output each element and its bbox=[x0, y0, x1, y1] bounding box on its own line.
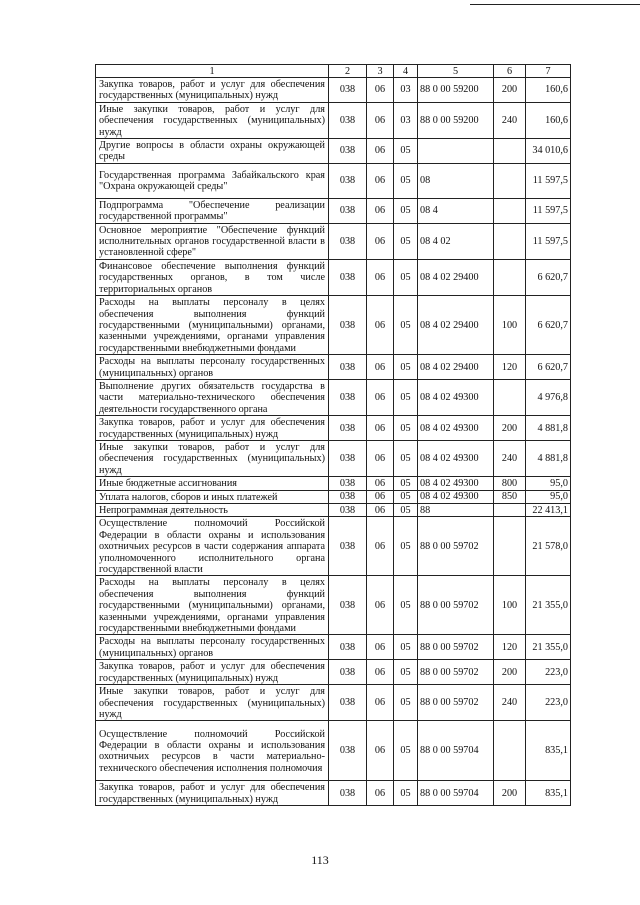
top-rule bbox=[470, 4, 640, 5]
table-row bbox=[96, 355, 571, 380]
ministry-code: 038 bbox=[329, 139, 367, 164]
subsection-code: 05 bbox=[394, 416, 418, 441]
table-row bbox=[96, 379, 571, 415]
subsection-code: 05 bbox=[394, 660, 418, 685]
expense-name: Непрограммная деятельность bbox=[96, 504, 329, 517]
section-code: 06 bbox=[367, 259, 394, 295]
expense-name: Закупка товаров, работ и услуг для обеспечения государственных (муниципальных) нужд bbox=[96, 78, 329, 103]
ministry-code: 038 bbox=[329, 259, 367, 295]
expense-name: Подпрограмма "Обеспечение реализации государственной программы" bbox=[96, 198, 329, 223]
expense-name: Иные закупки товаров, работ и услуг для обеспечения государственных (муниципальных) нужд bbox=[96, 102, 329, 138]
expense-type-code bbox=[494, 259, 526, 295]
expense-name: Расходы на выплаты персоналу государственных (муниципальных) органов bbox=[96, 635, 329, 660]
table-row bbox=[96, 490, 571, 503]
amount: 6 620,7 bbox=[526, 259, 571, 295]
ministry-code: 038 bbox=[329, 78, 367, 103]
subsection-code: 05 bbox=[394, 517, 418, 576]
table-row bbox=[96, 163, 571, 198]
section-code: 06 bbox=[367, 198, 394, 223]
table-row bbox=[96, 477, 571, 490]
target-article-code: 88 0 00 59200 bbox=[418, 102, 494, 138]
table-row bbox=[96, 102, 571, 138]
expense-name: Расходы на выплаты персоналу государственных (муниципальных) органов bbox=[96, 355, 329, 380]
expense-name: Государственная программа Забайкальского края "Охрана окружающей среды" bbox=[96, 163, 329, 198]
table-row bbox=[96, 259, 571, 295]
target-article-code: 88 bbox=[418, 504, 494, 517]
subsection-code: 05 bbox=[394, 504, 418, 517]
amount: 835,1 bbox=[526, 721, 571, 781]
target-article-code: 08 4 bbox=[418, 198, 494, 223]
ministry-code: 038 bbox=[329, 721, 367, 781]
target-article-code: 08 4 02 49300 bbox=[418, 416, 494, 441]
target-article-code: 08 4 02 29400 bbox=[418, 296, 494, 355]
subsection-code: 05 bbox=[394, 477, 418, 490]
section-code: 06 bbox=[367, 685, 394, 721]
section-code: 06 bbox=[367, 440, 394, 476]
table-row bbox=[96, 504, 571, 517]
subsection-code: 03 bbox=[394, 102, 418, 138]
header-cell-7: 7 bbox=[526, 65, 571, 78]
page-number: 113 bbox=[311, 853, 329, 867]
ministry-code: 038 bbox=[329, 635, 367, 660]
subsection-code: 05 bbox=[394, 490, 418, 503]
amount: 11 597,5 bbox=[526, 198, 571, 223]
expense-type-code: 240 bbox=[494, 440, 526, 476]
amount: 95,0 bbox=[526, 490, 571, 503]
section-code: 06 bbox=[367, 296, 394, 355]
section-code: 06 bbox=[367, 102, 394, 138]
amount: 223,0 bbox=[526, 660, 571, 685]
section-code: 06 bbox=[367, 781, 394, 806]
section-code: 06 bbox=[367, 223, 394, 259]
expense-name: Расходы на выплаты персоналу в целях обеспечения выполнения функций государственными (муниципальными) органами, казенными учреждениями, органами управления государственными внебюджетными фондами bbox=[96, 576, 329, 635]
expense-name: Основное мероприятие "Обеспечение функций исполнительных органов государственной власти в установленной сфере" bbox=[96, 223, 329, 259]
section-code: 06 bbox=[367, 517, 394, 576]
header-cell-5: 5 bbox=[418, 65, 494, 78]
expense-name: Финансовое обеспечение выполнения функций государственных органов, в том числе территориальных органов bbox=[96, 259, 329, 295]
section-code: 06 bbox=[367, 163, 394, 198]
table-row bbox=[96, 721, 571, 781]
target-article-code: 88 0 00 59704 bbox=[418, 781, 494, 806]
ministry-code: 038 bbox=[329, 223, 367, 259]
header-cell-1: 1 bbox=[96, 65, 329, 78]
table-row bbox=[96, 635, 571, 660]
subsection-code: 05 bbox=[394, 296, 418, 355]
ministry-code: 038 bbox=[329, 198, 367, 223]
subsection-code: 05 bbox=[394, 223, 418, 259]
expense-type-code: 800 bbox=[494, 477, 526, 490]
section-code: 06 bbox=[367, 355, 394, 380]
expense-name: Иные бюджетные ассигнования bbox=[96, 477, 329, 490]
table-row bbox=[96, 198, 571, 223]
section-code: 06 bbox=[367, 379, 394, 415]
section-code: 06 bbox=[367, 721, 394, 781]
expense-name: Осуществление полномочий Российской Федерации в области охраны и использования охотничьих ресурсов в части материально-технического обеспечения исполнения полномочия bbox=[96, 721, 329, 781]
subsection-code: 05 bbox=[394, 139, 418, 164]
subsection-code: 05 bbox=[394, 198, 418, 223]
amount: 223,0 bbox=[526, 685, 571, 721]
amount: 835,1 bbox=[526, 781, 571, 806]
table-row bbox=[96, 296, 571, 355]
expense-name: Другие вопросы в области охраны окружающей среды bbox=[96, 139, 329, 164]
target-article-code: 88 0 00 59200 bbox=[418, 78, 494, 103]
expense-name: Закупка товаров, работ и услуг для обеспечения государственных (муниципальных) нужд bbox=[96, 660, 329, 685]
expense-type-code: 850 bbox=[494, 490, 526, 503]
expense-name: Закупка товаров, работ и услуг для обеспечения государственных (муниципальных) нужд bbox=[96, 416, 329, 441]
section-code: 06 bbox=[367, 660, 394, 685]
expense-type-code: 120 bbox=[494, 355, 526, 380]
ministry-code: 038 bbox=[329, 296, 367, 355]
section-code: 06 bbox=[367, 490, 394, 503]
amount: 11 597,5 bbox=[526, 223, 571, 259]
target-article-code: 88 0 00 59704 bbox=[418, 721, 494, 781]
table-row bbox=[96, 576, 571, 635]
subsection-code: 05 bbox=[394, 259, 418, 295]
expense-type-code: 240 bbox=[494, 102, 526, 138]
target-article-code: 88 0 00 59702 bbox=[418, 517, 494, 576]
expense-type-code bbox=[494, 198, 526, 223]
ministry-code: 038 bbox=[329, 163, 367, 198]
ministry-code: 038 bbox=[329, 660, 367, 685]
expense-type-code: 100 bbox=[494, 576, 526, 635]
amount: 4 976,8 bbox=[526, 379, 571, 415]
table-row bbox=[96, 517, 571, 576]
amount: 21 355,0 bbox=[526, 576, 571, 635]
target-article-code: 88 0 00 59702 bbox=[418, 635, 494, 660]
expense-type-code: 100 bbox=[494, 296, 526, 355]
target-article-code: 88 0 00 59702 bbox=[418, 576, 494, 635]
amount: 4 881,8 bbox=[526, 440, 571, 476]
table-row bbox=[96, 78, 571, 103]
target-article-code: 08 4 02 49300 bbox=[418, 379, 494, 415]
subsection-code: 05 bbox=[394, 440, 418, 476]
table-row bbox=[96, 223, 571, 259]
expense-type-code: 240 bbox=[494, 685, 526, 721]
section-code: 06 bbox=[367, 139, 394, 164]
target-article-code: 08 4 02 49300 bbox=[418, 440, 494, 476]
ministry-code: 038 bbox=[329, 379, 367, 415]
section-code: 06 bbox=[367, 576, 394, 635]
expense-type-code: 200 bbox=[494, 781, 526, 806]
target-article-code: 08 bbox=[418, 163, 494, 198]
amount: 11 597,5 bbox=[526, 163, 571, 198]
amount: 34 010,6 bbox=[526, 139, 571, 164]
target-article-code: 08 4 02 29400 bbox=[418, 259, 494, 295]
table-row bbox=[96, 781, 571, 806]
expense-type-code: 200 bbox=[494, 78, 526, 103]
ministry-code: 038 bbox=[329, 490, 367, 503]
expense-name: Выполнение других обязательств государства в части материально-технического обеспечения деятельности государственного органа bbox=[96, 379, 329, 415]
amount: 22 413,1 bbox=[526, 504, 571, 517]
subsection-code: 03 bbox=[394, 78, 418, 103]
target-article-code: 08 4 02 bbox=[418, 223, 494, 259]
header-cell-4: 4 bbox=[394, 65, 418, 78]
expense-type-code bbox=[494, 517, 526, 576]
amount: 95,0 bbox=[526, 477, 571, 490]
table-row bbox=[96, 685, 571, 721]
section-code: 06 bbox=[367, 635, 394, 660]
expense-name: Иные закупки товаров, работ и услуг для обеспечения государственных (муниципальных) нужд bbox=[96, 440, 329, 476]
header-cell-3: 3 bbox=[367, 65, 394, 78]
amount: 160,6 bbox=[526, 78, 571, 103]
expense-type-code: 120 bbox=[494, 635, 526, 660]
ministry-code: 038 bbox=[329, 416, 367, 441]
subsection-code: 05 bbox=[394, 685, 418, 721]
target-article-code: 08 4 02 49300 bbox=[418, 490, 494, 503]
section-code: 06 bbox=[367, 477, 394, 490]
expense-name: Расходы на выплаты персоналу в целях обеспечения выполнения функций государственными (муниципальными) органами, казенными учреждениями, органами управления государственными внебюджетными фондами bbox=[96, 296, 329, 355]
expense-type-code bbox=[494, 379, 526, 415]
amount: 6 620,7 bbox=[526, 355, 571, 380]
section-code: 06 bbox=[367, 78, 394, 103]
target-article-code: 88 0 00 59702 bbox=[418, 660, 494, 685]
expense-type-code: 200 bbox=[494, 660, 526, 685]
table-row bbox=[96, 139, 571, 164]
amount: 21 578,0 bbox=[526, 517, 571, 576]
ministry-code: 038 bbox=[329, 504, 367, 517]
expense-type-code bbox=[494, 163, 526, 198]
amount: 4 881,8 bbox=[526, 416, 571, 441]
table-header-row bbox=[96, 65, 571, 78]
amount: 160,6 bbox=[526, 102, 571, 138]
expense-name: Уплата налогов, сборов и иных платежей bbox=[96, 490, 329, 503]
subsection-code: 05 bbox=[394, 781, 418, 806]
ministry-code: 038 bbox=[329, 440, 367, 476]
subsection-code: 05 bbox=[394, 379, 418, 415]
expense-type-code bbox=[494, 721, 526, 781]
subsection-code: 05 bbox=[394, 721, 418, 781]
ministry-code: 038 bbox=[329, 102, 367, 138]
subsection-code: 05 bbox=[394, 635, 418, 660]
budget-table bbox=[95, 64, 571, 806]
ministry-code: 038 bbox=[329, 517, 367, 576]
expense-name: Иные закупки товаров, работ и услуг для обеспечения государственных (муниципальных) нужд bbox=[96, 685, 329, 721]
expense-name: Закупка товаров, работ и услуг для обеспечения государственных (муниципальных) нужд bbox=[96, 781, 329, 806]
subsection-code: 05 bbox=[394, 163, 418, 198]
table-row bbox=[96, 660, 571, 685]
target-article-code: 88 0 00 59702 bbox=[418, 685, 494, 721]
subsection-code: 05 bbox=[394, 576, 418, 635]
section-code: 06 bbox=[367, 416, 394, 441]
header-cell-6: 6 bbox=[494, 65, 526, 78]
target-article-code: 08 4 02 29400 bbox=[418, 355, 494, 380]
expense-name: Осуществление полномочий Российской Федерации в области охраны и использования охотничьих ресурсов в части содержания аппарата уполномоченного исполнительного органа государственной власти bbox=[96, 517, 329, 576]
expense-type-code bbox=[494, 504, 526, 517]
ministry-code: 038 bbox=[329, 576, 367, 635]
header-cell-2: 2 bbox=[329, 65, 367, 78]
ministry-code: 038 bbox=[329, 685, 367, 721]
target-article-code bbox=[418, 139, 494, 164]
table-row bbox=[96, 416, 571, 441]
expense-type-code: 200 bbox=[494, 416, 526, 441]
expense-type-code bbox=[494, 223, 526, 259]
amount: 21 355,0 bbox=[526, 635, 571, 660]
table-row bbox=[96, 440, 571, 476]
section-code: 06 bbox=[367, 504, 394, 517]
subsection-code: 05 bbox=[394, 355, 418, 380]
target-article-code: 08 4 02 49300 bbox=[418, 477, 494, 490]
ministry-code: 038 bbox=[329, 355, 367, 380]
expense-type-code bbox=[494, 139, 526, 164]
ministry-code: 038 bbox=[329, 477, 367, 490]
amount: 6 620,7 bbox=[526, 296, 571, 355]
ministry-code: 038 bbox=[329, 781, 367, 806]
